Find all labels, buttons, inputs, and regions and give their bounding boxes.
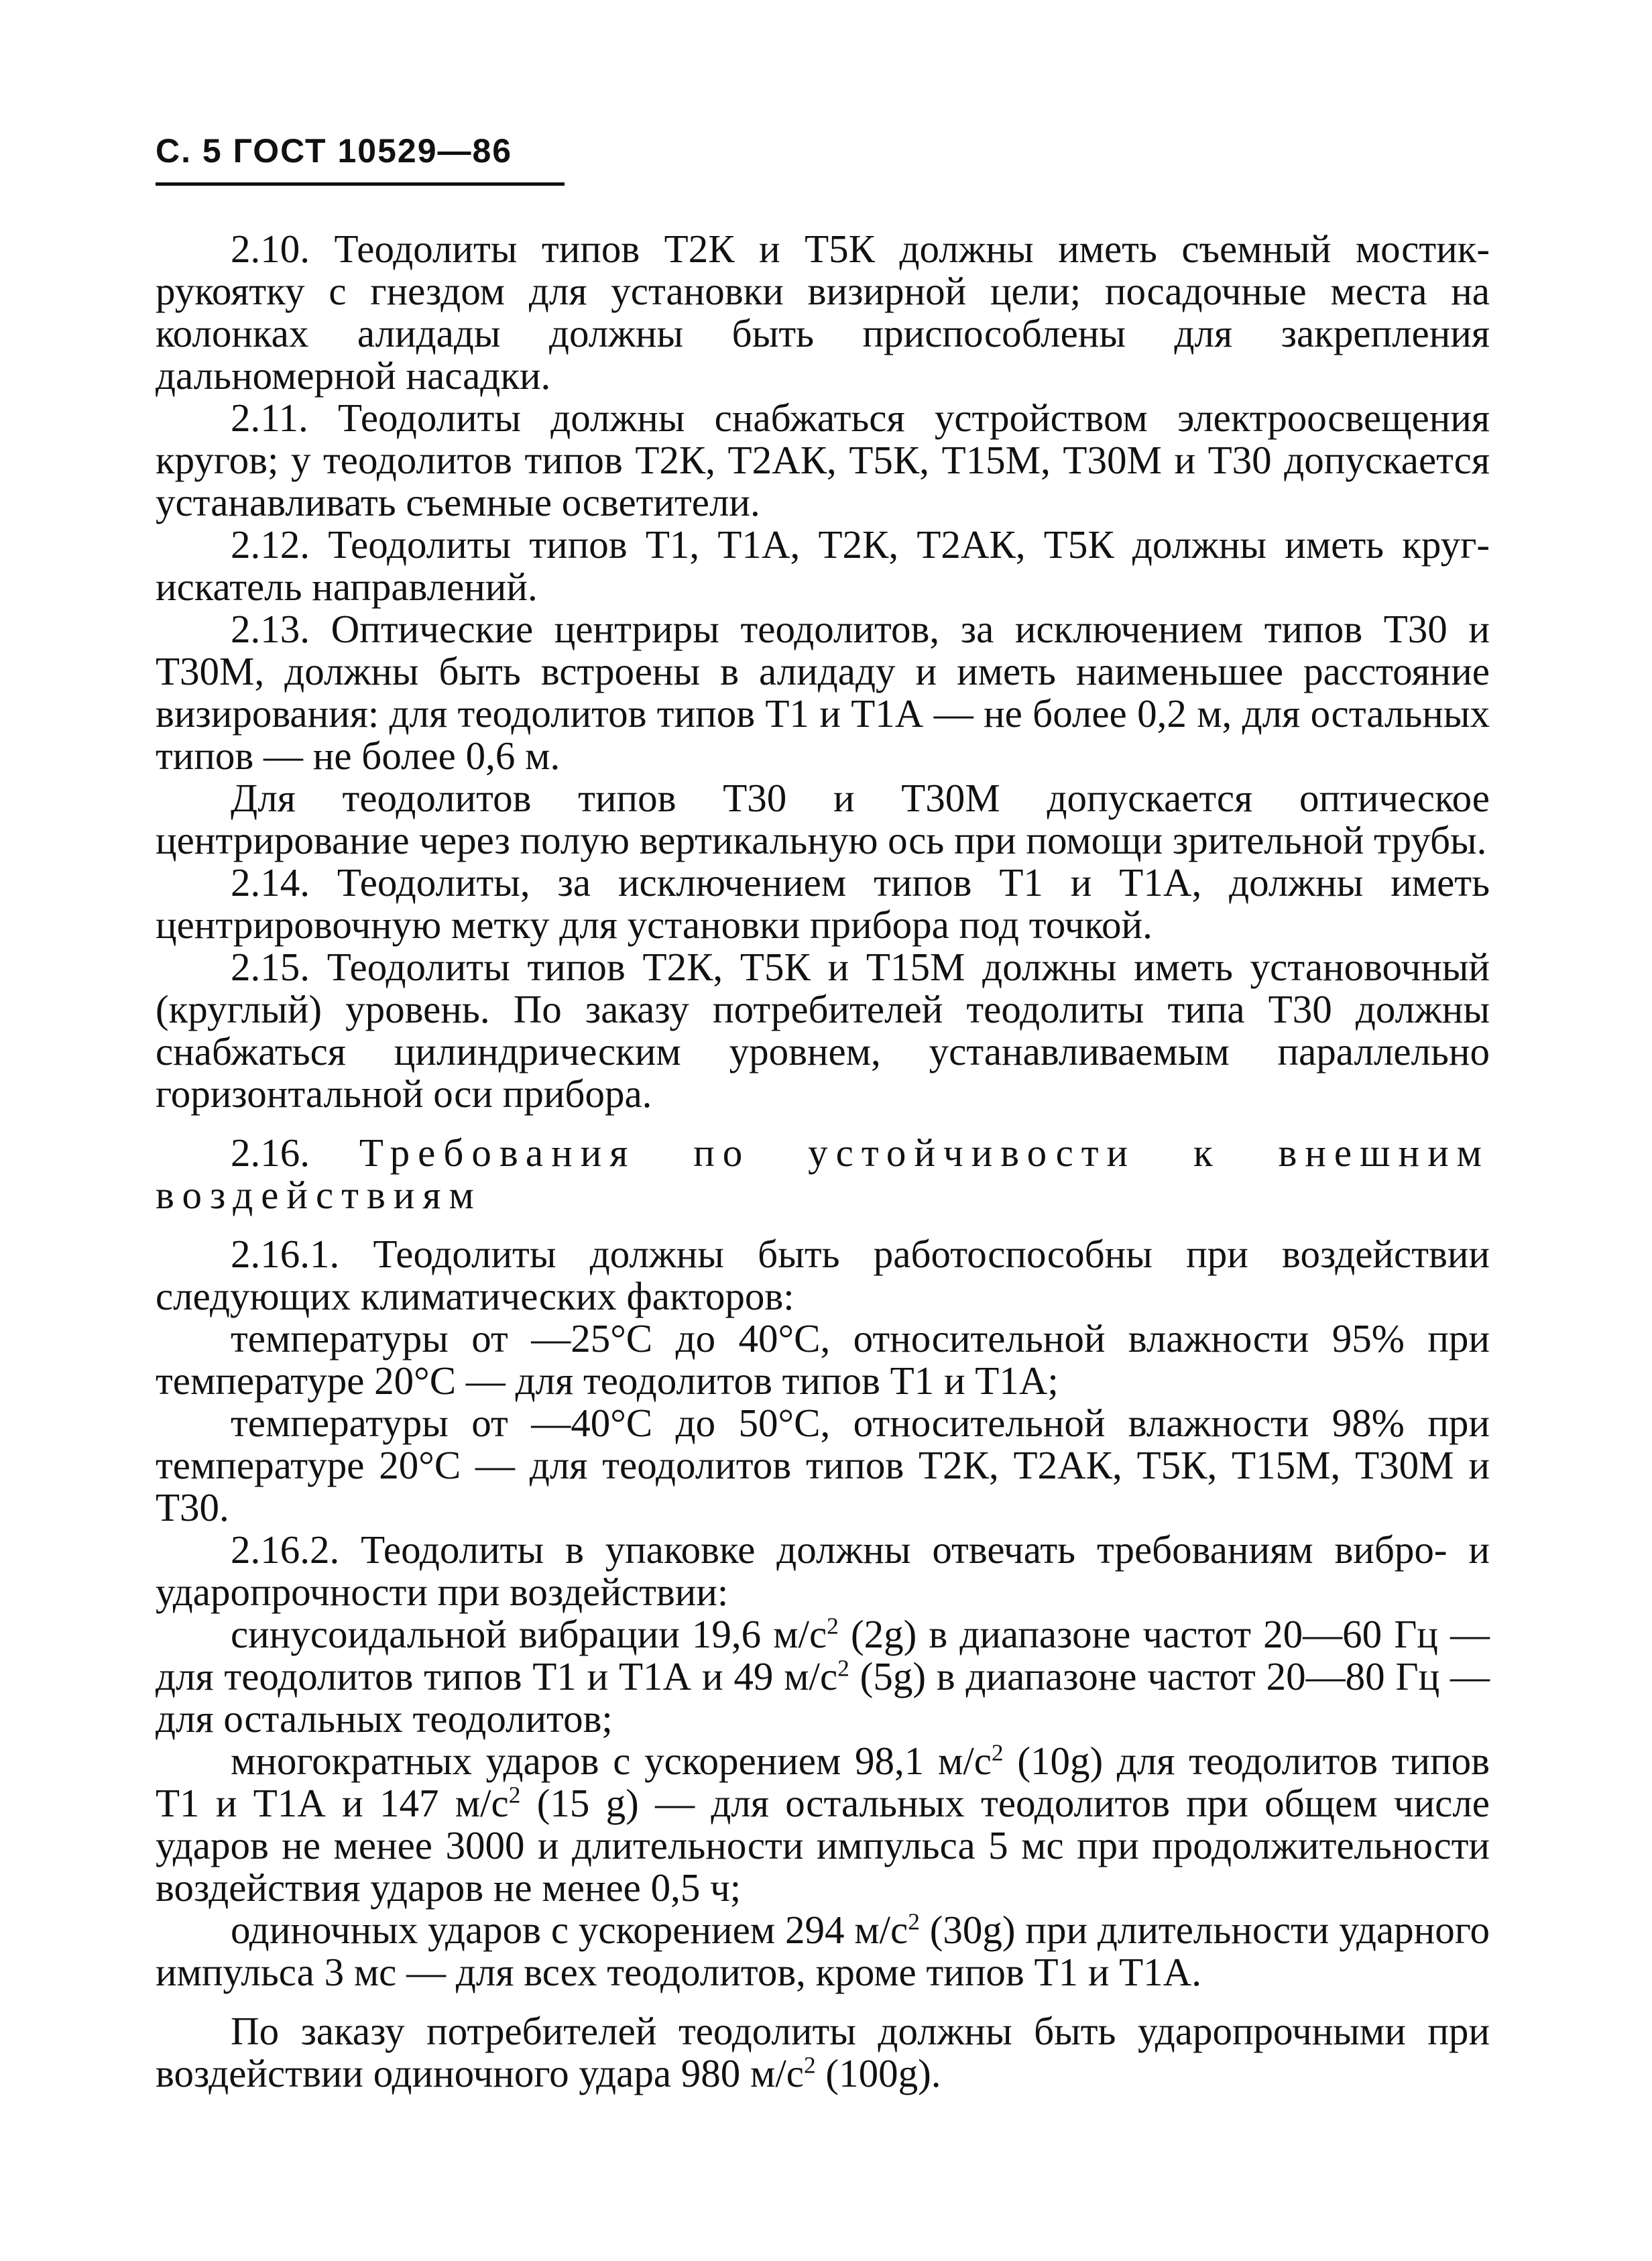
header-divider — [156, 182, 565, 186]
clause-2-14: 2.14. Теодолиты, за исключением типов Т1 и Т1А, должны иметь центрировочную метку для установки прибора под точкой. — [156, 860, 1490, 947]
clause-2-15: 2.15. Теодолиты типов Т2К, Т5К и Т15М должны иметь установочный (круглый) уровень. По заказу потребителей теодолиты типа Т30 должны снабжаться цилиндрическим уровнем, устанавливаемым параллельно горизонтальной оси прибора. — [156, 945, 1490, 1116]
clause-2-11: 2.11. Теодолиты должны снабжаться устройством электроосвещения кругов; у теодолитов типов Т2К, Т2АК, Т5К, Т15М, Т30М и Т30 допускается устанавливать съемные осветители. — [156, 396, 1490, 524]
clause-2-13: 2.13. Оптические центриры теодолитов, за исключением типов Т30 и Т30М, должны быть встроены в алидаду и иметь наименьшее расстояние визирования: для теодолитов типов Т1 и Т1А — не более 0,2 м, для остальных типов — не более 0,6 м. — [156, 607, 1490, 778]
section-2-16-heading — [156, 1132, 1490, 1216]
climate-item-1: температуры от —25°С до 40°С, относительной влажности 95% при температуре 20°С — для теодолитов типов Т1 и Т1А; — [156, 1316, 1490, 1403]
clause-2-10: 2.10. Теодолиты типов Т2К и Т5К должны иметь съемный мостик-рукоятку с гнездом для установки визирной цели; посадочные места на колонках алидады должны быть приспособлены для закрепления дальномерной насадки. — [156, 227, 1490, 398]
clause-2-12: 2.12. Теодолиты типов Т1, Т1А, Т2К, Т2АК, Т5К должны иметь круг-искатель направлений. — [156, 522, 1490, 609]
clause-2-16-2: 2.16.2. Теодолиты в упаковке должны отвечать требованиям вибро- и ударопрочности при воздействии: — [156, 1527, 1490, 1614]
section-number: 2.16. — [231, 1130, 310, 1175]
single-impact-item: одиночных ударов с ускорением 294 $м/с^2$ (30g) при длительности ударного импульса 3 мс — для всех теодолитов, кроме типов Т1 и Т1А. — [156, 1908, 1490, 1994]
clause-2-16-1: 2.16.1. Теодолиты должны быть работоспособны при воздействии следующих климатических факторов: — [156, 1232, 1490, 1318]
section-title: Требования по устойчивости к внешним воздействиям — [156, 1130, 1490, 1217]
clause-2-13-note: Для теодолитов типов Т30 и Т30М допускается оптическое центрирование через полую вертикальную ось при помощи зрительной трубы. — [156, 776, 1490, 862]
page-header: С. 5 ГОСТ 10529—86 — [156, 132, 513, 170]
customer-order-note: По заказу потребителей теодолиты должны быть ударопрочными при воздействии одиночного удара 980 $м/с^2$ (100g). — [156, 2009, 1490, 2095]
document-body — [156, 228, 1490, 2095]
climate-item-2: температуры от —40°С до 50°С, относительной влажности 98% при температуре 20°С — для теодолитов типов Т2К, Т2АК, Т5К, Т15М, Т30М и Т30. — [156, 1401, 1490, 1529]
multiple-impact-item: многократных ударов с ускорением 98,1 $м/с^2$ (10g) для теодолитов типов Т1 и Т1А и 147 $м/с^2$ (15 g) — для остальных теодолитов при общем числе ударов не менее 3000 и длительности импульса 5 мс при продолжительности воздействия ударов не менее 0,5 ч; — [156, 1739, 1490, 1910]
vibration-item: синусоидальной вибрации 19,6 $м/с^2$ (2g) в диапазоне частот 20—60 Гц — для теодолитов типов Т1 и Т1А и 49 $м/с^2$ (5g) в диапазоне частот 20—80 Гц — для остальных теодолитов; — [156, 1612, 1490, 1741]
